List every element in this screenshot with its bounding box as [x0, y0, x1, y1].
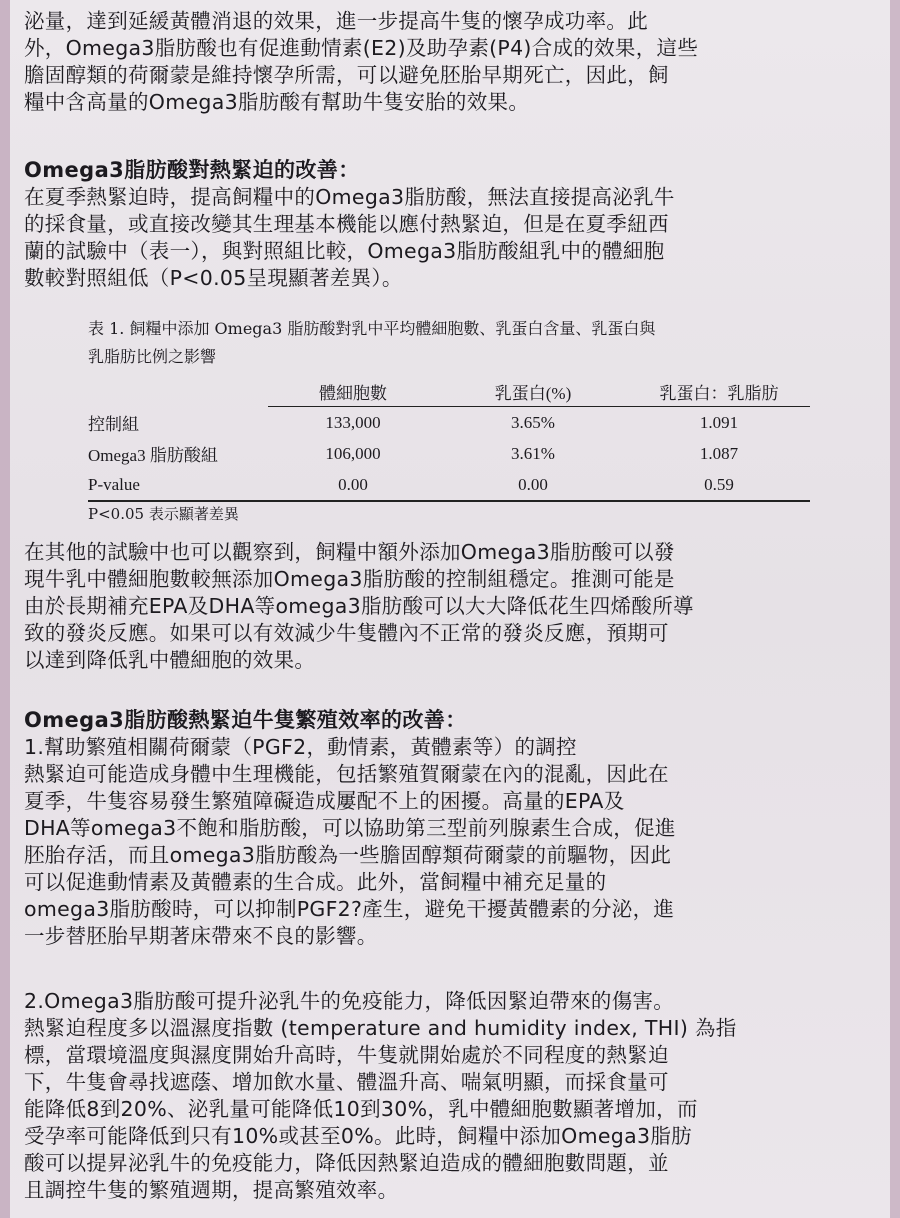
table-cell: 3.61% — [511, 443, 555, 463]
table-cell: 1.087 — [699, 443, 739, 463]
table-header-cell — [88, 376, 268, 407]
table-cell: 0.00 — [268, 469, 438, 501]
table-cell: 133,000 — [325, 412, 381, 432]
table-cell: 3.65% — [511, 412, 555, 432]
immunity-item-2: 2.Omega3脂肪酸可提升泌乳牛的免疫能力，降低因緊迫帶來的傷害。 熱緊迫程度多以溫濕度指數 (temperature and humidity index, THI) 為指 標，當環境溫度與濕度開始升高時，牛隻就開始處於不同程度的熱緊迫 下，牛隻會尋找遮蔭、增加飲水量、體溫升高、喘氣明顯，而採食量可 能降低8到20%、泌乳量可能降低10到30%，乳中體細胞數顯著增加，而 受孕率可能降低到只有10%或甚至0%。此時，飼糧中添加Omega3脂肪 酸可以提昇泌乳牛的免疫能力，降低因熱緊迫造成的體細胞數問題，並 且調控牛隻的繁殖週期，提高繁殖效率。 — [24, 989, 737, 1202]
heading-heat-stress: Omega3脂肪酸對熱緊迫的改善： — [24, 158, 360, 182]
heading-reproduction: Omega3脂肪酸熱緊迫牛隻繁殖效率的改善： — [24, 708, 467, 732]
table-header-cell: 體細胞數 — [268, 376, 438, 407]
table-header-cell: 乳蛋白(%) — [438, 376, 628, 407]
table-cell: Omega3 脂肪酸組 — [88, 446, 218, 465]
table-cell: 1.091 — [699, 412, 739, 432]
table-cell: 0.00 — [438, 469, 628, 501]
table-cell: 控制組 — [88, 414, 139, 434]
results-table — [88, 376, 810, 502]
table-row — [88, 469, 810, 501]
heat-stress-paragraph: 在夏季熱緊迫時，提高飼糧中的Omega3脂肪酸，無法直接提高泌乳牛 的採食量，或直接改變其生理基本機能以應付熱緊迫，但是在夏季紐西 蘭的試驗中（表一），與對照組比較，Omega3脂肪酸組乳中的體細胞 數較對照組低（P<0.05呈現顯著差異）。 — [24, 185, 675, 290]
table-row — [88, 438, 810, 469]
table-header-row — [88, 376, 810, 407]
table-header-cell: 乳蛋白：乳脂肪 — [628, 376, 810, 407]
page-edge-right — [890, 0, 900, 1218]
table-cell: 0.59 — [628, 469, 810, 501]
reproduction-item-1: 1.幫助繁殖相關荷爾蒙（PGF2，動情素，黃體素等）的調控 熱緊迫可能造成身體中生理機能，包括繁殖賀爾蒙在內的混亂，因此在 夏季，牛隻容易發生繁殖障礙造成屢配不上的困擾。高量的EPA及 DHA等omega3不飽和脂肪酸，可以協助第三型前列腺素生合成，促進 胚胎存活，而且omega3脂肪酸為一些膽固醇類荷爾蒙的前驅物，因此 可以促進動情素及黃體素的生合成。此外，當飼糧中補充足量的 omega3脂肪酸時，可以抑制PGF2?產生，避免干擾黃體素的分泌，進 一步替胚胎早期著床帶來不良的影響。 — [24, 735, 676, 948]
table-note: P<0.05 表示顯著差異 — [88, 505, 239, 523]
other-trials-paragraph: 在其他的試驗中也可以觀察到，飼糧中額外添加Omega3脂肪酸可以發 現牛乳中體細胞數較無添加Omega3脂肪酸的控制組穩定。推測可能是 由於長期補充EPA及DHA等omega3脂肪酸可以大大降低花生四烯酸所導 致的發炎反應。如果可以有效減少牛隻體內不正常的發炎反應，預期可 以達到降低乳中體細胞的效果。 — [24, 540, 694, 672]
table-caption: 表 1. 飼糧中添加 Omega3 脂肪酸對乳中平均體細胞數、乳蛋白含量、乳蛋白與 乳脂肪比例之影響 — [88, 319, 656, 366]
page-edge-left — [0, 0, 10, 1218]
table-row — [88, 407, 810, 439]
table-cell: 106,000 — [325, 443, 381, 463]
intro-paragraph: 泌量，達到延緩黃體消退的效果，進一步提高牛隻的懷孕成功率。此 外，Omega3脂肪酸也有促進動情素(E2)及助孕素(P4)合成的效果，這些 膽固醇類的荷爾蒙是維持懷孕所需，可以避免胚胎早期死亡，因此，飼 糧中含高量的Omega3脂肪酸有幫助牛隻安胎的效果。 — [24, 9, 699, 114]
table-cell: P-value — [88, 469, 268, 501]
